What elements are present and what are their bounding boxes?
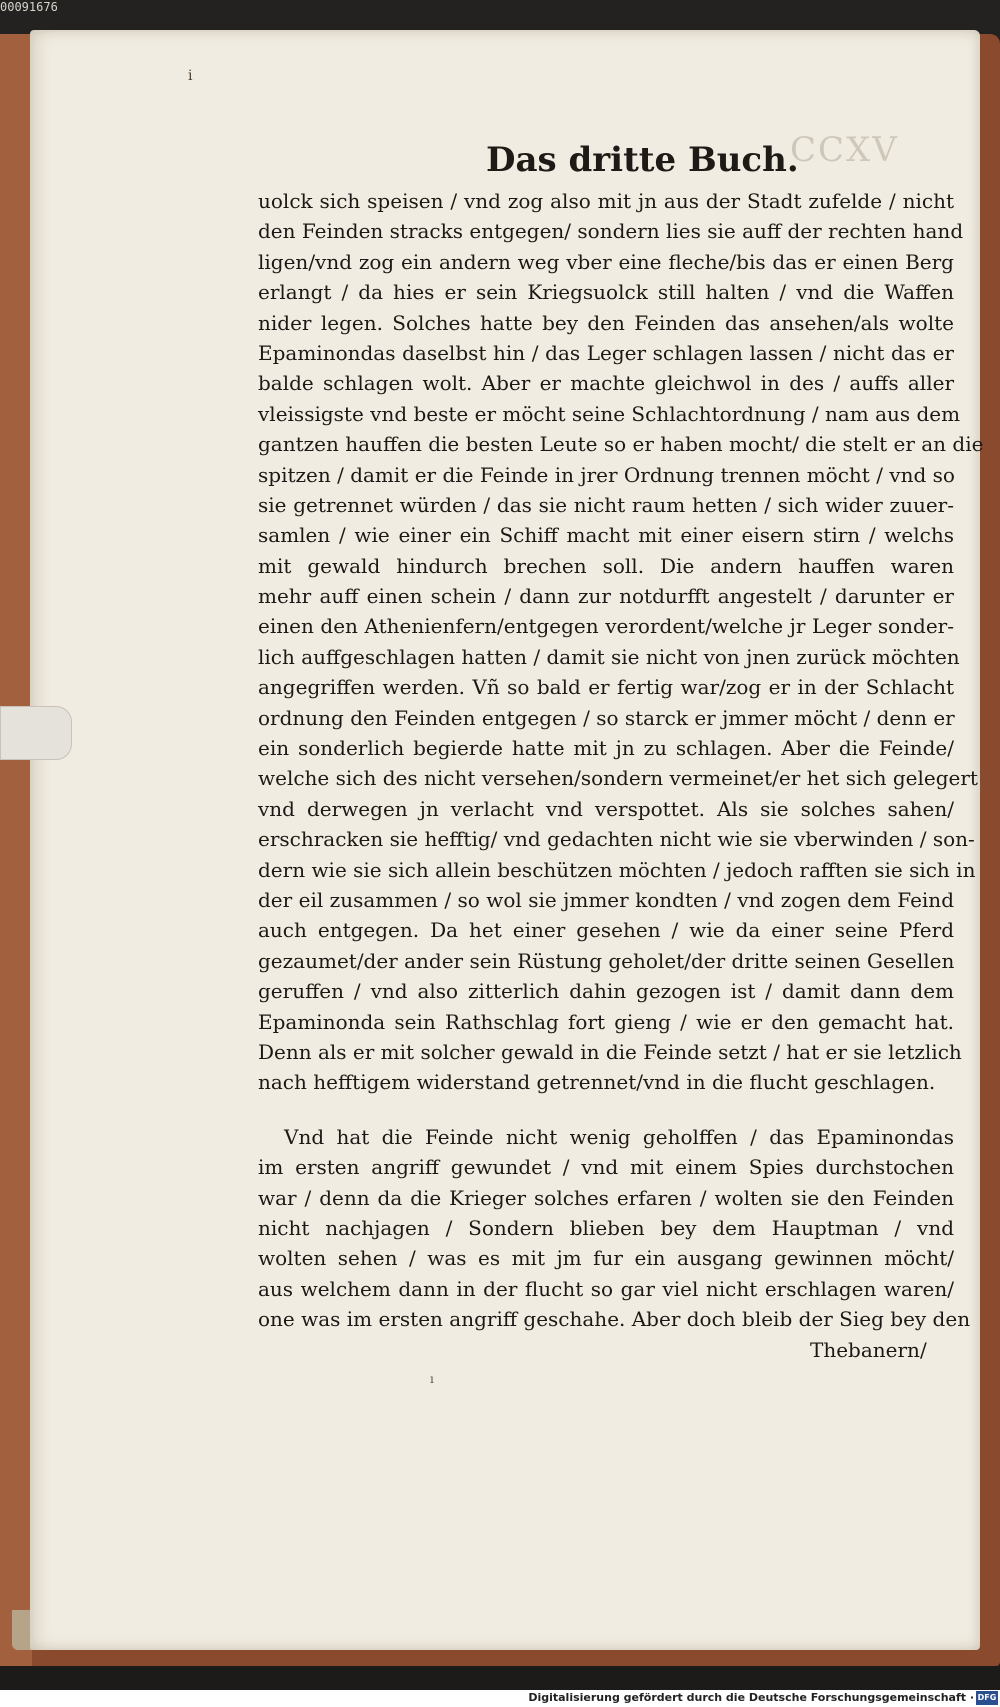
text-line: lich auffgeschlagen hatten / damit sie nicht von jnen zurück möchten (258, 644, 960, 669)
text-line: erlangt / da hies er sein Kriegsuolck still halten / vnd die Waffen (258, 280, 954, 305)
text-line: nider legen. Solches hatte bey den Feinden das ansehen/als wolte (258, 310, 954, 335)
book-clamp (0, 706, 72, 760)
book-spine-edge (0, 34, 32, 1666)
text-line: ordnung den Feinden entgegen / so starck er jmmer möcht / denn er (258, 705, 955, 730)
text-line: ligen/vnd zog ein andern weg vber eine fleche/bis das er einen Berg (258, 249, 954, 274)
text-line: sie getrennet würden / das sie nicht raum hetten / sich wider zuuer- (258, 492, 954, 517)
text-line: balde schlagen wolt. Aber er machte gleichwol in des / auffs aller (258, 371, 954, 396)
running-head: Das dritte Buch. (486, 140, 799, 180)
text-line: gantzen hauffen die besten Leute so er haben mocht/ die stelt er an die (258, 432, 984, 457)
text-line: mit gewald hindurch brechen soll. Die andern hauffen waren (258, 553, 954, 578)
body-text (258, 186, 984, 1334)
text-line: Epaminondas daselbst hin / das Leger schlagen lassen / nicht das er (258, 340, 954, 365)
page-mark: i (188, 68, 193, 84)
text-line: mehr auff einen schein / dann zur notdurfft angestelt / darunter er (258, 584, 954, 609)
text-line: nicht nachjagen / Sondern blieben bey dem Hauptman / vnd (258, 1215, 954, 1240)
text-line: uolck sich speisen / vnd zog also mit jn aus der Stadt zufelde / nicht (258, 189, 954, 213)
text-line: der eil zusammen / so wol sie jmmer kondten / vnd zogen dem Feind (258, 887, 954, 912)
text-line: dern wie sie sich allein beschützen möchten / jedoch rafften sie sich in (258, 857, 976, 882)
text-line: Denn als er mit solcher gewald in die Feinde setzt / hat er sie letzlich (258, 1039, 962, 1064)
ink-mark: ı (430, 1372, 434, 1386)
text-line: samlen / wie einer ein Schiff macht mit einer eisern stirn / welchs (258, 523, 954, 548)
bleed-through-header: CCXV (790, 130, 899, 170)
text-line: vnd derwegen jn verlacht vnd verspottet. Als sie solches sahen/ (258, 796, 954, 821)
text-line: auch entgegen. Da het einer gesehen / wie da einer seine Pferd (258, 918, 954, 943)
paragraph-2 (258, 1122, 971, 1335)
text-line: ein sonderlich begierde hatte mit jn zu schlagen. Aber die Feinde/ (258, 736, 954, 761)
footer-credit: Digitalisierung gefördert durch die Deutsche Forschungsgemeinschaft · (528, 1691, 974, 1704)
text-line: aus welchem dann in der flucht so gar viel nicht erschlagen waren/ (258, 1276, 954, 1301)
text-line: wolten sehen / was es mit jm fur ein ausgang gewinnen möcht/ (258, 1246, 954, 1271)
text-line: Epaminonda sein Rathschlag fort gieng / wie er den gemacht hat. (258, 1009, 954, 1034)
text-line: den Feinden stracks entgegen/ sondern lies sie auff der rechten hand (258, 219, 964, 244)
scan-id-label: 00091676 (0, 0, 58, 14)
text-line: one was im ersten angriff geschahe. Aber doch bleib der Sieg bey den (258, 1307, 971, 1332)
text-line: nach hefftigem widerstand getrennet/vnd in die flucht geschlagen. (258, 1070, 936, 1095)
catchword: Thebanern/ (810, 1338, 927, 1362)
text-line: war / denn da die Krieger solches erfaren / wolten sie den Feinden (258, 1185, 954, 1210)
text-line: erschracken sie hefftig/ vnd gedachten nicht wie sie vberwinden / son- (258, 827, 975, 852)
text-line: vleissigste vnd beste er möcht seine Schlachtordnung / nam aus dem (258, 401, 961, 426)
text-line: einen den Athenienfern/entgegen verordent/welche jr Leger sonder- (258, 614, 954, 639)
text-line: Vnd hat die Feinde nicht wenig geholffen / das Epaminondas (284, 1124, 954, 1149)
text-line: gezaumet/der ander sein Rüstung geholet/der dritte seinen Gesellen (258, 948, 955, 973)
text-line: geruffen / vnd also zitterlich dahin gezogen ist / damit dann dem (258, 979, 954, 1004)
text-line: im ersten angriff gewundet / vnd mit einem Spies durchstochen (258, 1155, 954, 1180)
paragraph-1 (258, 186, 984, 1098)
paragraph-gap (258, 1098, 954, 1122)
text-line: welche sich des nicht versehen/sondern vermeinet/er het sich gelegert (258, 766, 978, 791)
dfg-logo-icon: DFG (976, 1691, 998, 1705)
text-line: angegriffen werden. Vñ so bald er fertig war/zog er in der Schlacht (258, 675, 954, 700)
text-line: spitzen / damit er die Feinde in jrer Ordnung trennen möcht / vnd so (258, 462, 955, 487)
